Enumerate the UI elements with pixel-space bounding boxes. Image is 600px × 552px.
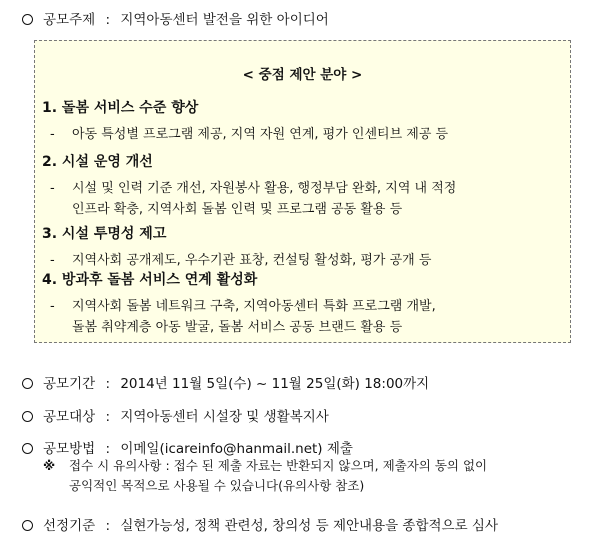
- criteria-label: 선정기준: [43, 518, 96, 534]
- note-line: 공익적인 목적으로 사용될 수 있습니다(유의사항 참조): [69, 478, 365, 493]
- focus-areas-box: [34, 40, 571, 343]
- dash-marker: -: [50, 181, 55, 196]
- dash-marker: -: [50, 253, 55, 268]
- focus-section-heading: 3. 시설 투명성 제고: [42, 226, 167, 242]
- desc-line: 지역사회 돌봄 네트워크 구축, 지역아동센터 특화 프로그램 개발,: [72, 299, 436, 314]
- focus-section-desc: [42, 124, 562, 145]
- focus-section-desc: [42, 296, 562, 338]
- topic-row: [22, 8, 329, 28]
- period-separator: :: [105, 376, 111, 392]
- period-label: 공모기간: [43, 376, 96, 392]
- criteria-separator: :: [105, 518, 111, 534]
- target-row: [22, 405, 329, 425]
- method-separator: :: [105, 441, 111, 457]
- desc-line: 시설 및 인력 기준 개선, 자원봉사 활용, 행정부담 완화, 지역 내 적정: [72, 181, 457, 196]
- period-row: [22, 372, 429, 392]
- focus-section-desc: [42, 250, 562, 271]
- criteria-row: [22, 514, 498, 534]
- method-value: 이메일(icareinfo@hanmail.net) 제출: [120, 441, 353, 457]
- note-line: 접수 시 유의사항 : 접수 된 제출 자료는 반환되지 않으며, 제출자의 동의 없이: [69, 458, 488, 473]
- topic-label: 공모주제: [43, 12, 96, 28]
- topic-separator: :: [105, 12, 111, 28]
- focus-section-heading: 1. 돌봄 서비스 수준 향상: [42, 100, 199, 116]
- criteria-value: 실현가능성, 정책 관련성, 창의성 등 제안내용을 종합적으로 심사: [120, 518, 499, 534]
- focus-section-1: [42, 97, 562, 145]
- circle-bullet-icon: [22, 14, 33, 25]
- focus-section-heading: 2. 시설 운영 개선: [42, 154, 153, 170]
- circle-bullet-icon: [22, 520, 33, 531]
- focus-section-desc: [42, 178, 562, 220]
- target-value: 지역아동센터 시설장 및 생활복지사: [120, 409, 329, 425]
- circle-bullet-icon: [22, 378, 33, 389]
- focus-section-2: [42, 151, 562, 220]
- desc-line: 인프라 확충, 지역사회 돌봄 인력 및 프로그램 공동 활용 등: [72, 202, 403, 217]
- desc-line: 지역사회 공개제도, 우수기관 표창, 컨설팅 활성화, 평가 공개 등: [72, 253, 432, 268]
- desc-line: 돌봄 취약계층 아동 발굴, 돌봄 서비스 공동 브랜드 활용 등: [72, 320, 403, 335]
- target-separator: :: [105, 409, 111, 425]
- focus-areas-title: < 중점 제안 분야 >: [242, 67, 363, 83]
- desc-line: 아동 특성별 프로그램 제공, 지역 자원 연계, 평가 인센티브 제공 등: [72, 127, 449, 142]
- dash-marker: -: [50, 127, 55, 142]
- focus-section-3: [42, 223, 562, 271]
- dash-marker: -: [50, 299, 55, 314]
- method-label: 공모방법: [43, 441, 96, 457]
- target-label: 공모대상: [43, 409, 96, 425]
- method-row: [22, 437, 353, 457]
- submission-note: [43, 456, 563, 496]
- period-value: 2014년 11월 5일(수) ~ 11월 25일(화) 18:00까지: [120, 376, 430, 392]
- focus-section-4: [42, 269, 562, 338]
- circle-bullet-icon: [22, 411, 33, 422]
- focus-section-heading: 4. 방과후 돌봄 서비스 연계 활성화: [42, 272, 258, 288]
- topic-value: 지역아동센터 발전을 위한 아이디어: [120, 12, 329, 28]
- reference-mark-icon: ※: [43, 458, 56, 473]
- circle-bullet-icon: [22, 443, 33, 454]
